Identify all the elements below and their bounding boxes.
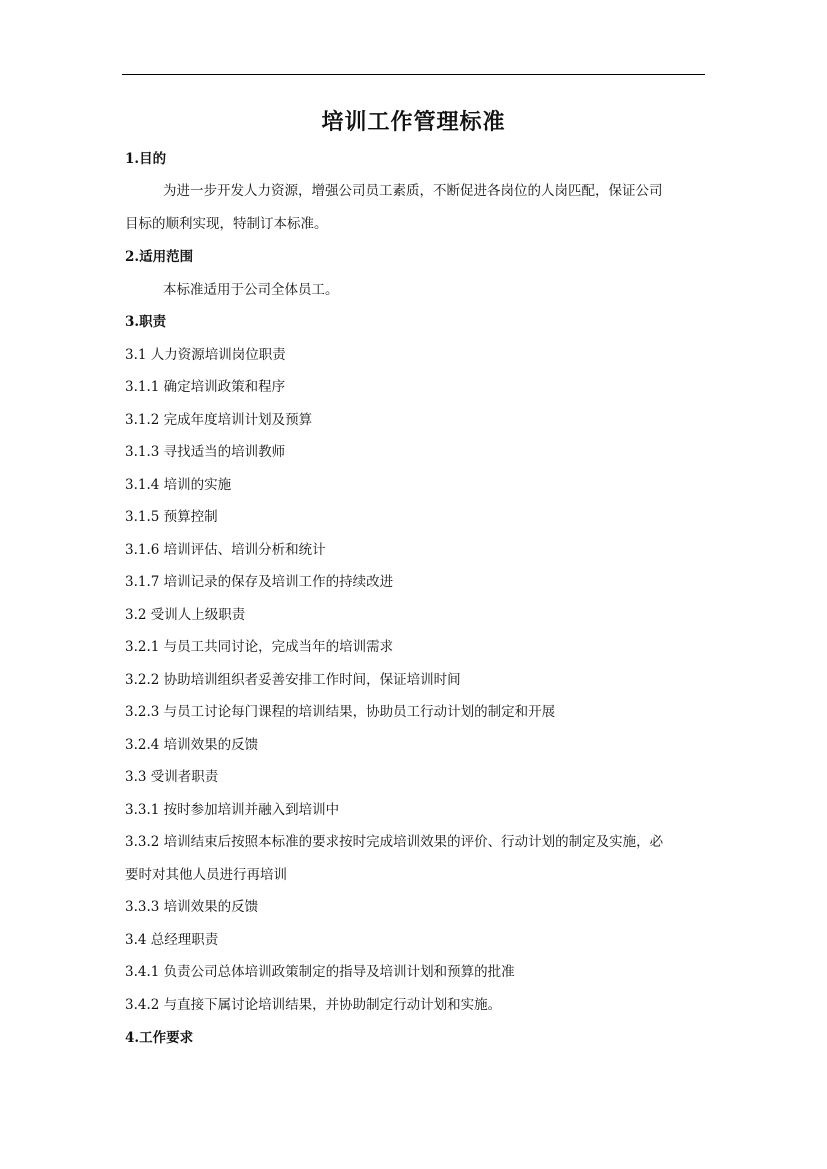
list-item: 3.3.3 培训效果的反馈 <box>125 899 259 915</box>
list-item: 3.1.7 培训记录的保存及培训工作的持续改进 <box>125 574 394 590</box>
list-item: 3.2 受训人上级职责 <box>125 607 246 623</box>
list-item: 3.1.5 预算控制 <box>125 509 218 525</box>
list-item: 3.1.4 培训的实施 <box>125 477 232 493</box>
scope-paragraph: 本标准适用于公司全体员工。 <box>163 282 339 298</box>
list-item: 3.2.4 培训效果的反馈 <box>125 737 259 753</box>
document-title: 培训工作管理标准 <box>321 109 506 135</box>
list-item: 3.3.1 按时参加培训并融入到培训中 <box>125 802 340 818</box>
list-item: 3.2.1 与员工共同讨论，完成当年的培训需求 <box>125 639 394 655</box>
section-heading-responsibilities: 3.职责 <box>125 314 167 330</box>
list-item: 3.2.2 协助培训组织者妥善安排工作时间，保证培训时间 <box>125 672 461 688</box>
list-item: 3.4 总经理职责 <box>125 932 219 948</box>
purpose-paragraph-line: 为进一步开发人力资源，增强公司员工素质，不断促进各岗位的人岗匹配，保证公司 <box>163 183 663 199</box>
section-heading-scope: 2.适用范围 <box>125 249 194 265</box>
purpose-paragraph-line: 目标的顺利实现，特制订本标准。 <box>125 216 328 232</box>
list-item: 3.2.3 与员工讨论每门课程的培训结果，协助员工行动计划的制定和开展 <box>125 704 556 720</box>
list-item: 3.1.6 培训评估、培训分析和统计 <box>125 542 326 558</box>
list-item: 3.1 人力资源培训岗位职责 <box>125 347 286 363</box>
list-item: 3.4.2 与直接下属讨论培训结果，并协助制定行动计划和实施。 <box>125 997 502 1013</box>
list-item: 3.1.3 寻找适当的培训教师 <box>125 444 286 460</box>
list-item: 3.1.1 确定培训政策和程序 <box>125 379 286 395</box>
header-rule <box>122 74 705 75</box>
list-item: 3.3 受训者职责 <box>125 769 219 785</box>
list-item: 3.1.2 完成年度培训计划及预算 <box>125 412 313 428</box>
list-item: 3.4.1 负责公司总体培训政策制定的指导及培训计划和预算的批准 <box>125 964 515 980</box>
list-item: 3.3.2 培训结束后按照本标准的要求按时完成培训效果的评价、行动计划的制定及实施，必 <box>125 834 664 850</box>
list-item: 要时对其他人员进行再培训 <box>125 867 287 883</box>
section-heading-work-requirements: 4.工作要求 <box>125 1030 194 1046</box>
section-heading-purpose: 1.目的 <box>125 151 167 167</box>
